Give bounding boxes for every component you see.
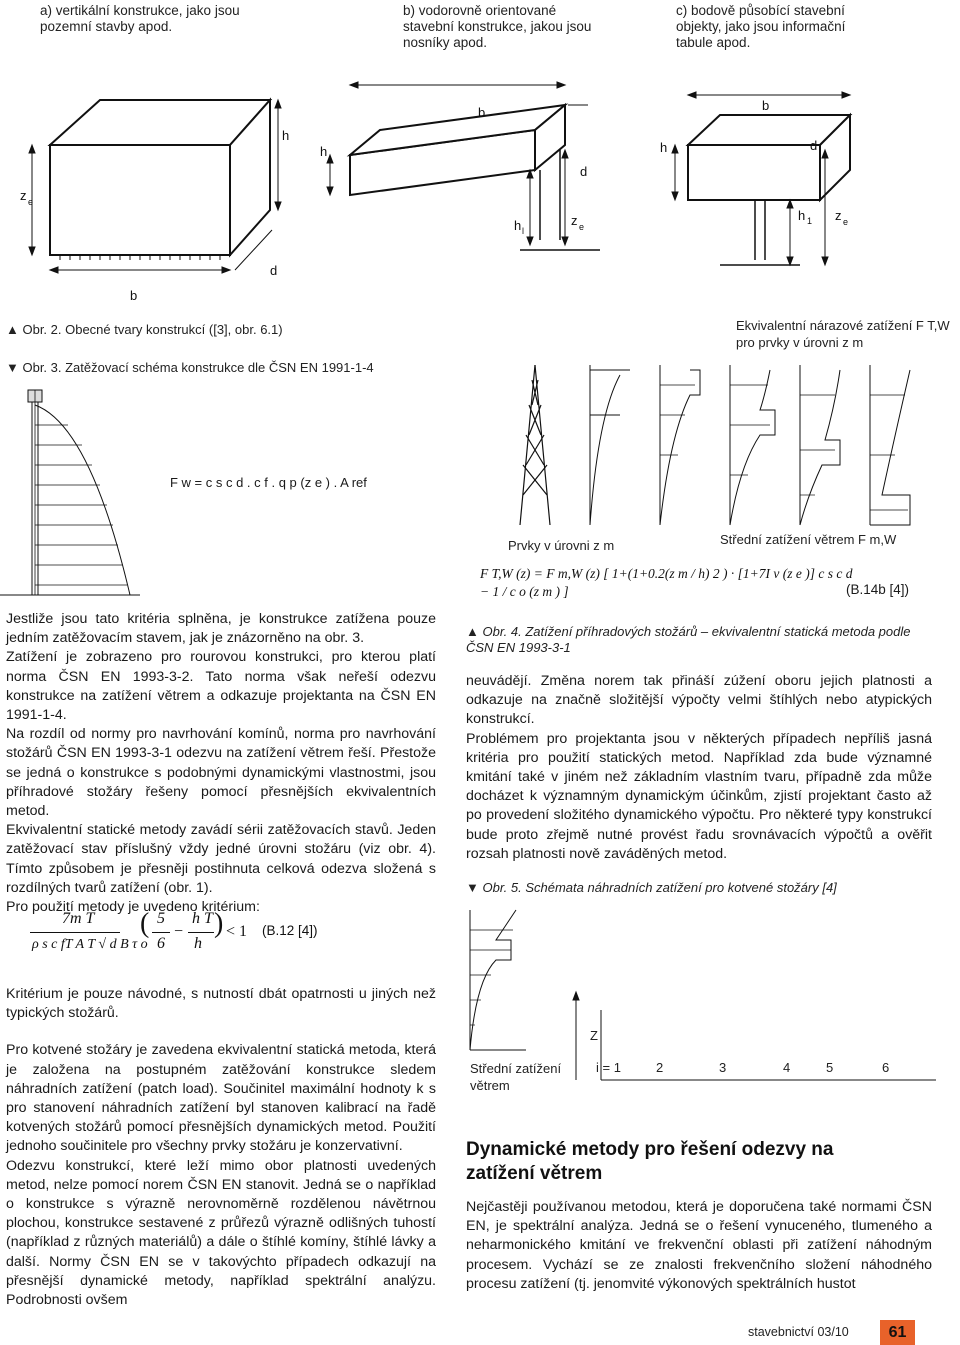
svg-text:z: z: [835, 208, 842, 223]
svg-text:e: e: [28, 197, 34, 207]
fig2-col-a-text: a) vertikální konstrukce, jako jsou pozemní stavby apod.: [40, 3, 240, 34]
criterion-frac-bot: 6: [157, 935, 165, 952]
footer: [0, 1320, 960, 1345]
left-paragraph-8: Odezvu konstrukcí, které leží mimo obor platnosti uvedených metod, nelze pomocí norem ČSN EN stanovit. Jedná se o například o konstrukce s výrazně nerovnoměrně rozdělenou návětrnou plochou, konstrukce sestavené z průřezů výrazně odlišných tuhostí (například z různých materiálů) a dále o štíhlé komíny, štíhlé lávky a další. Normy ČSN EN se v takovýchto případech odkazují na přesnější dynamické metody, například spektrální analýzu. Podrobnosti ovšem: [6, 1157, 436, 1309]
fig3-mast-drawing: [0, 385, 180, 600]
criterion-formula: 7m T ρ s c fT A T √ d B τ o ( 5 6 − h T h ) < 1 (B.12 [4]): [32, 908, 318, 952]
fig5-idx-1: i = 1: [596, 1060, 621, 1075]
footer-magazine: stavebnictví 03/10: [748, 1325, 849, 1339]
section-heading: Dynamické metody pro řešení odezvy na zatížení větrem: [466, 1139, 834, 1184]
fig2-caption: ▲ Obr. 2. Obecné tvary konstrukcí ([3], obr. 6.1): [6, 322, 283, 337]
svg-text:b: b: [762, 98, 770, 113]
right-column-lower: [466, 1198, 932, 1294]
left-paragraph-7: Pro kotvené stožáry je zavedena ekvivalentní statická metoda, která je založena na postupném zatěžování konstrukce sledem náhradních zatížení (patch load). Součinitel maximální hodnoty k s pro stanovení náhradních zatížení byl stanoven kalibrací na řadě kotvených stožárů pomocí přesnějších dynamických metod. Použití jednoho součinitele pro všechny prvky stožáru je konzervativní.: [6, 1042, 436, 1155]
svg-text:l: l: [522, 226, 524, 236]
left-column: [6, 610, 436, 917]
criterion-eq-number: (B.12 [4]): [262, 923, 318, 938]
svg-text:h: h: [798, 208, 806, 223]
svg-text:z: z: [20, 188, 27, 203]
fig5-stredni-label: Střední zatížení větrem: [470, 1061, 562, 1093]
fig5-z-label: Z: [590, 1028, 598, 1043]
criterion-h-top: h T: [192, 910, 213, 927]
fig3-caption: ▼ Obr. 3. Zatěžovací schéma konstrukce dle ČSN EN 1991-1-4: [6, 360, 374, 375]
left-paragraph-5: Pro použití metody je uvedeno kritérium:: [6, 899, 260, 916]
right-paragraph-2: Problémem pro projektanta jsou v některých případech nepříliš jasná kritéria pro použití statických metod. Například zda bude významné kmitání také v jiném než základním vlastním tvaru, případně zda může docházet k významným dynamickým účinkům, zjistí projektant často až po provedení složitého dynamického výpočtu. Pro některé typy konstrukcí bude proto zřejmě nutné provést řadu srovnávacích výpočtů a ověřit rozsah platnosti nově zaváděných metod.: [466, 730, 932, 862]
criterion-numerator: 7m T: [62, 910, 95, 927]
right-column: [466, 672, 932, 864]
svg-text:b: b: [478, 105, 486, 120]
left-column-lower: [6, 985, 436, 1310]
svg-text:z: z: [571, 213, 578, 228]
fig5-drawing: [466, 900, 946, 1085]
criterion-h-bot: h: [194, 935, 202, 952]
left-paragraph-4: Ekvivalentní statické metody zavádí sérii zatěžovacích stavů. Jeden zatěžovací stav příslušný vždy jedné úrovni stožáru (viz obr. 4). Tímto způsobem je přesněji postihnuta celková odezva složená s rozdílných tvarů zatížení (obr. 1).: [6, 822, 436, 896]
fig4-stredni-label: Střední zatížení větrem F m,W: [720, 532, 897, 547]
criterion-lt: < 1: [226, 923, 248, 940]
svg-text:b: b: [130, 288, 138, 303]
left-paragraph-6: Kritérium je pouze návodné, s nutností dbát opatrnosti u jiných než typických stožárů.: [6, 986, 436, 1022]
left-paragraph-3: Na rozdíl od normy pro navrhování komínů, norma pro navrhování stožárů ČSN EN 1993-3-1 odezvu na zatížení větrem řeší. Přestože se jedná o konstrukce s podobnými dynamickými vlastnostmi, jsou příhradové stožáry řešeny pomocí přesnějších ekvivalentních metod.: [6, 726, 436, 820]
page-number: 61: [880, 1320, 915, 1345]
fig5-idx-3: 3: [719, 1060, 727, 1075]
svg-text:d: d: [810, 138, 818, 153]
fig3-formula: F w = c s c d . c f . q p (z e ) . A ref: [170, 475, 367, 490]
criterion-frac-top: 5: [157, 910, 165, 927]
left-paragraph-2: Zatížení je zobrazeno pro rourovou konstrukci, pro kterou platí norma ČSN EN 1993-3-2. Tato norma však neřeší odezvu konstrukce na zatížení větrem a odkazuje projektanta na ČSN EN 1991-1-4.: [6, 649, 436, 724]
fig5-idx-4: 4: [783, 1060, 791, 1075]
fig2-col-c-text: c) bodově působící stavební objekty, jako jsou informační tabule apod.: [676, 3, 846, 50]
criterion-denominator: ρ s c fT A T √ d B τ o: [32, 937, 148, 952]
fig2-shapes-drawing: [20, 60, 950, 320]
right-paragraph-3: Nejčastěji používanou metodou, která je doporučena také normami ČSN EN, je spektrální analýza. Jedná se o řešení vynuceného, tlumeného a neharmonického kmitání ve frekvenční oblasti při zatížení náhodným procesem. Vychází se ze znalosti frekvenčního složení náhodného procesu zatížení (tj. jenomvité výkonových spektrálních hustot: [466, 1199, 932, 1292]
fig5-caption: ▼ Obr. 5. Schémata náhradních zatížení pro kotvené stožáry [4]: [466, 880, 837, 895]
fig4-eq-number: (B.14b [4]): [846, 582, 910, 597]
fig4-formula: F T,W (z) = F m,W (z) [ 1+(1+0.2(z m / h) 2 ) · [1+7I v (z e )] c s c d − 1 / c o (z m ) ]: [480, 566, 853, 599]
svg-text:h: h: [320, 144, 328, 159]
svg-text:h: h: [282, 128, 290, 143]
fig4-equiv-label: Ekvivalentní nárazové zatížení F T,W pro prvky v úrovni z m: [736, 318, 950, 350]
left-paragraph-1: Jestliže jsou tato kritéria splněna, je konstrukce zatížena pouze jedním zatěžovacím stavem, jak je znázorněno na obr. 3.: [6, 611, 436, 647]
fig2-col-b-text: b) vodorovně orientované stavební konstrukce, jakou jsou nosníky apod.: [403, 3, 592, 50]
fig4-caption: ▲ Obr. 4. Zatížení příhradových stožárů – ekvivalentní statická metoda podle ČSN EN 1993-3-1: [466, 624, 911, 655]
fig5-idx-5: 5: [826, 1060, 834, 1075]
svg-text:h: h: [514, 218, 522, 233]
svg-text:e: e: [843, 217, 849, 227]
fig5-idx-2: 2: [656, 1060, 664, 1075]
svg-text:e: e: [579, 222, 585, 232]
svg-text:d: d: [270, 263, 278, 278]
fig4-lattice-drawing: [490, 355, 950, 530]
fig4-prvky-label: Prvky v úrovni z m: [508, 538, 615, 553]
right-paragraph-1: neuvádějí. Změna norem tak přináší zúžení oboru jejich platnosti a odkazuje na značně složitější výpočty velmi štíhlých nebo atypických konstrukcí.: [466, 673, 932, 728]
svg-text:d: d: [580, 164, 588, 179]
svg-text:h: h: [660, 140, 668, 155]
svg-text:1: 1: [807, 216, 813, 226]
fig5-idx-6: 6: [882, 1060, 890, 1075]
